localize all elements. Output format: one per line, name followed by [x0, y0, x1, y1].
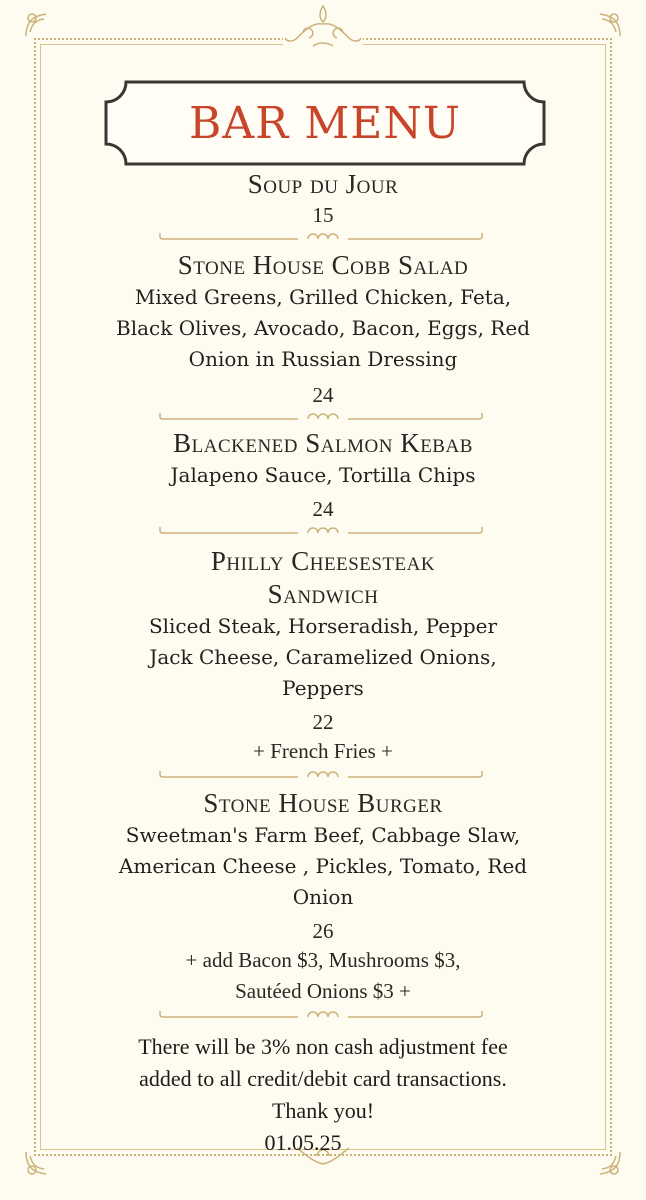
item-addon: + French Fries + [253, 739, 393, 763]
menu-content [60, 168, 586, 1159]
item-description: Sliced Steak, Horseradish, Pepper Jack Cheese, Caramelized Onions, Peppers [148, 614, 498, 700]
item-name: Stone House Cobb Salad [177, 250, 469, 280]
menu-item [60, 787, 586, 1007]
menu-item [60, 427, 586, 523]
item-price: 26 [312, 919, 334, 943]
thank-you-text: Thank you! [271, 1098, 375, 1123]
footer [60, 1031, 586, 1159]
corner-flourish-icon [22, 10, 52, 40]
item-name: Blackened Salmon Kebab [173, 428, 473, 458]
item-name: Soup du Jour [247, 169, 399, 199]
page-title: BAR MENU [189, 97, 461, 149]
item-description: Mixed Greens, Grilled Chicken, Feta, Black Olives, Avocado, Bacon, Eggs, Red Onion in Russian Dressing [116, 285, 530, 371]
item-description: Sweetman's Farm Beef, Cabbage Slaw, American Cheese , Pickles, Tomato, Red Onion [118, 823, 528, 909]
fee-notice-line: There will be 3% non cash adjustment fee [138, 1034, 508, 1059]
item-price: 24 [312, 497, 334, 521]
item-name: Stone House Burger [203, 788, 443, 818]
scroll-divider-icon [158, 767, 488, 783]
item-description: Jalapeno Sauce, Tortilla Chips [170, 463, 476, 487]
scroll-divider-icon [158, 409, 488, 425]
menu-item [60, 545, 586, 767]
scroll-divider-icon [158, 1007, 488, 1023]
corner-flourish-icon [594, 1148, 624, 1178]
item-addon: + add Bacon $3, Mushrooms $3, Sautéed Onions $3 + [185, 948, 461, 1003]
corner-flourish-icon [594, 10, 624, 40]
menu-item [60, 168, 586, 229]
item-name: Philly Cheesesteak Sandwich [210, 546, 436, 609]
scroll-divider-icon [158, 523, 488, 539]
fee-notice-line: added to all credit/debit card transactions. [139, 1066, 507, 1091]
top-crest-ornament-icon [283, 2, 363, 52]
scroll-divider-icon [158, 229, 488, 245]
menu-item [60, 249, 586, 409]
item-price: 15 [312, 203, 334, 227]
item-price: 24 [312, 383, 334, 407]
item-price: 22 [312, 710, 334, 734]
menu-date: 01.05.25 [264, 1130, 342, 1155]
